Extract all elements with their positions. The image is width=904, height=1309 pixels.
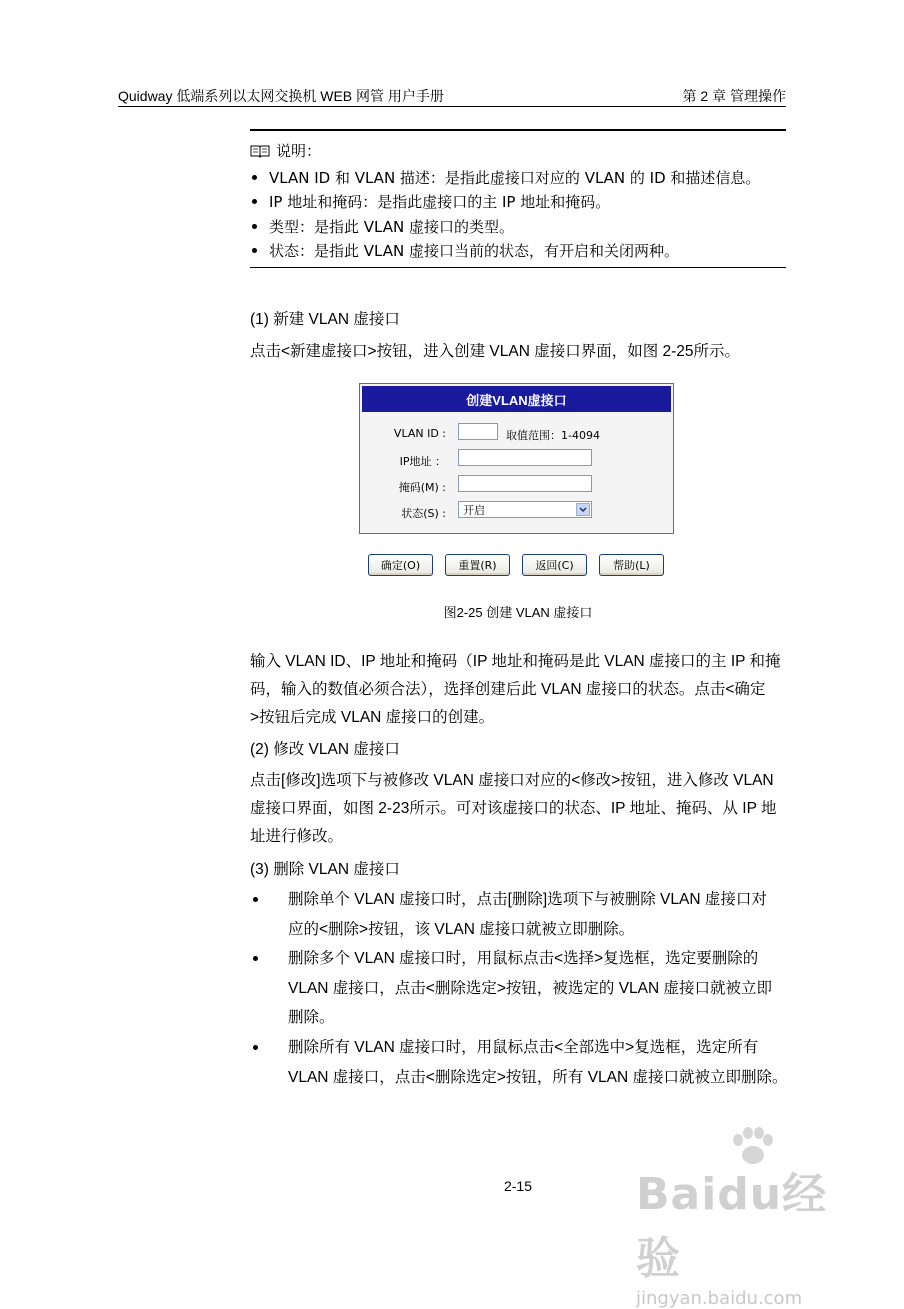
section2-heading: (2) 修改 VLAN 虚接口 [250,741,400,758]
header-rule [118,106,786,107]
list-item-line: VLAN 虚接口，点击<删除选定>按钮，所有 VLAN 虚接口就被立即删除。 [288,1068,788,1086]
list-item-line: 删除多个 VLAN 虚接口时，用鼠标点击<选择>复选框，选定要删除的 [288,950,759,967]
bullet-icon [253,956,258,961]
watermark [636,1140,846,1309]
note-bottom-rule [250,267,786,268]
paragraph-line: >按钮后完成 VLAN 虚接口的创建。 [250,709,495,726]
note-item-text: IP 地址和掩码：是指此虚接口的主 IP 地址和掩码。 [269,193,611,212]
note-item [250,190,760,215]
paragraph-line: 址进行修改。 [250,828,344,845]
chevron-down-icon[interactable] [576,503,590,516]
note-item-text: 类型：是指此 VLAN 虚接口的类型。 [269,217,514,236]
note-title-text: 说明： [276,143,322,160]
ip-address-input[interactable] [458,449,592,466]
watermark-url: jingyan.baidu.com [636,1288,803,1309]
status-select-value: 开启 [463,504,485,517]
status-select[interactable] [458,501,592,518]
bullet-icon [253,1045,258,1050]
reset-button[interactable]: 重置(R) [445,554,510,576]
create-vlan-dialog [359,383,674,534]
section3-heading: (3) 删除 VLAN 虚接口 [250,861,400,878]
ok-button[interactable]: 确定(O) [368,554,433,576]
note-item-text: 状态：是指此 VLAN 虚接口当前的状态，有开启和关闭两种。 [269,242,679,261]
page-number: 2-15 [503,1178,533,1194]
watermark-logo: Baidu经验 [636,1169,828,1284]
paw-icon [728,1126,774,1166]
list-item-line: 应的<删除>按钮，该 VLAN 虚接口就被立即删除。 [288,920,635,938]
status-label: 状态(S) : [401,507,446,520]
range-hint: 取值范围：1-4094 [506,429,600,442]
note-list [250,165,760,263]
header-right: 第 2 章 管理操作 [682,88,786,104]
list-item [250,885,786,944]
bullet-icon [252,248,257,253]
note-item-text: VLAN ID 和 VLAN 描述：是指此虚接口对应的 VLAN 的 ID 和描述信息。 [269,168,761,187]
vlan-id-input[interactable] [458,423,498,440]
bullet-icon [252,224,257,229]
paragraph-line: 输入 VLAN ID、IP 地址和掩码（IP 地址和掩码是此 VLAN 虚接口的主 IP 和掩 [250,653,781,670]
note-item [250,239,760,264]
list-item-line: 删除单个 VLAN 虚接口时，点击[删除]选项下与被删除 VLAN 虚接口对 [288,891,767,908]
back-button[interactable]: 返回(C) [522,554,587,576]
list-item-line: 删除。 [288,1009,335,1026]
note-item [250,165,760,190]
bullet-icon [252,175,257,180]
help-button[interactable]: 帮助(L) [599,554,664,576]
bullet-icon [252,199,257,204]
ip-label: IP地址 ： [399,455,446,468]
note-top-rule [250,129,786,131]
figure-caption: 图2-25 创建 VLAN 虚接口 [443,605,593,620]
mask-input[interactable] [458,475,592,492]
paragraph-line: 虚接口界面，如图 2-23所示。可对该虚接口的状态、IP 地址、掩码、从 IP 地 [250,800,777,817]
paragraph-line: 码，输入的数值必须合法），选择创建后此 VLAN 虚接口的状态。点击<确定 [250,681,766,698]
paragraph-after-figure [250,648,786,732]
note-item [250,214,760,239]
section2-text [250,767,786,851]
list-item [250,944,786,1033]
list-item-line: 删除所有 VLAN 虚接口时，用鼠标点击<全部选中>复选框，选定所有 [288,1039,759,1056]
section1-text: 点击<新建虚接口>按钮，进入创建 VLAN 虚接口界面，如图 2-25所示。 [250,343,741,360]
mask-label: 掩码(M) : [398,481,446,494]
header-left: Quidway 低端系列以太网交换机 WEB 网管 用户手册 [118,88,444,104]
vlan-id-label: VLAN ID : [393,427,446,440]
book-icon [250,144,270,158]
paragraph-line: 点击[修改]选项下与被修改 VLAN 虚接口对应的<修改>按钮，进入修改 VLAN [250,772,774,789]
dialog-title: 创建VLAN虚接口 [362,386,671,412]
note-title [250,140,321,161]
bullet-icon [253,897,258,902]
list-item [250,1033,786,1092]
section1-heading: (1) 新建 VLAN 虚接口 [250,311,400,328]
list-item-line: VLAN 虚接口，点击<删除选定>按钮，被选定的 VLAN 虚接口就被立即 [288,979,773,997]
